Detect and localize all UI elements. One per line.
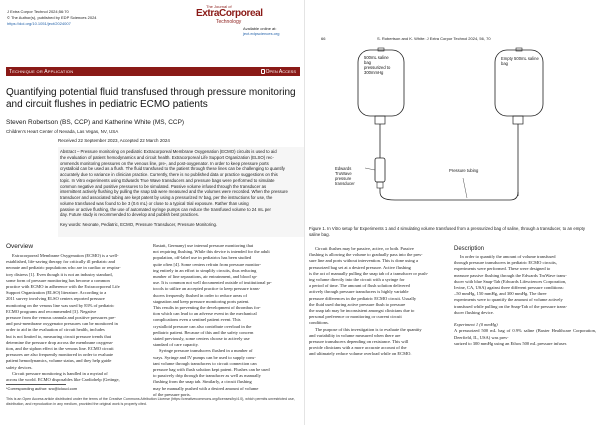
body-column-2 [153, 243, 301, 398]
logo-top-text: The Journal of [206, 4, 232, 9]
open-access-badge: Open Access [261, 69, 296, 75]
pressure-tubing-line [380, 192, 518, 200]
body-line: –50 mmHg, 150 mmHg, and 300 mmHg. The three [454, 291, 547, 297]
abstract-line: intermittent actively flushing by pulling the snap tab were measured and the volumes were recorded. When the pressure [60, 189, 288, 195]
body-line: This results in preventing the development of thrombus for- [153, 305, 261, 311]
body-line: pediatric patient. Because of this and the safety concern [153, 329, 254, 335]
abstract-text [58, 147, 304, 228]
abstract-line: crystalloid can be used as a flush. The fluid transfused to the patient through these lines can be challenging to quantify [60, 166, 285, 172]
body-line: neonate and pediatric populations who are in cardiac or respira- [6, 265, 121, 271]
abstract-line: transducer and associated tubing are kept patent by using a pressurized IV bag, per the instructions for use, the [60, 195, 273, 200]
body-line: actively through pressure transducers is highly variable [309, 289, 409, 295]
body-line: order to aid in the evaluation of circuit health, includes [6, 327, 105, 333]
body-line: Irvine, CA, USA) against three different pressure conditions: [454, 285, 564, 291]
body-line: sure line and ports without intervention. This is done using a [309, 258, 419, 264]
body-line: some form of pressure monitoring has become a common [6, 277, 110, 283]
abstract-line: the evaluation of patient hemodynamics and circuit health. Extracorporeal Life Support Organization (ELSO) rec- [60, 154, 274, 160]
body-line: but is not limited to, measuring circuit pressure trends that [6, 333, 111, 339]
body-line: may be manually pushed with a desired amount of volume [153, 385, 259, 391]
body-line: pressure transducers depending on resistance. This will [309, 339, 409, 345]
body-line: flushing from the snap tab. Similarly, a circuit flushing [153, 379, 252, 385]
abstract-line: accurately due to variance in clinician practice. Currently, there is no published data or practice suggestions on this [60, 172, 278, 177]
license-notice: This is an Open Access article distributed under the terms of the Creative Commons Attribution License (https://creativecommons.org/licenses/by/4.0), which permits unrestricted use, distribution, and reproduction in any medium, provided the original work is properly cited. [6, 397, 295, 406]
body-line: experiments were to quantify the amount of volume actively [454, 297, 563, 303]
abstract-line: common negative and positive pressures to be simulated. Passive volume infused through the transducer as [60, 183, 267, 189]
body-line: monitoring on the venous line was used by 83% of pediatric [6, 302, 115, 308]
abstract-line: passive or active flushing, the use of automated syringe pumps can reduce the transfused volume to 24 mL per [60, 206, 271, 212]
body-line: tocols to utilize an accepted practice to keep pressure trans- [153, 286, 261, 292]
abstract-line: topic. In Vitro experiments using Edwards True Wave transducers and pressure bags were performed to simulate [60, 177, 275, 183]
description-heading: Description [454, 246, 485, 252]
tubing-label: Pressure tubing [449, 168, 479, 173]
body-line: measure passive flushing through the Edwards TruWave trans- [454, 272, 567, 278]
body-line: tion which can lead to an adverse event in the mechanical [153, 311, 257, 317]
body-line: and ultimately reduce volume overload while on ECMO. [309, 351, 412, 357]
body-line: the fluid used during active pressure flush to pressure [309, 301, 406, 307]
body-line: through pressure transducers in pediatric ECMO circuits, [454, 260, 557, 266]
abstract-line: Abstract – Pressure monitoring on pediatric Extracorporeal Membrane Oxygenation (ECMO) circuits is used to aid [60, 149, 277, 154]
body-line: is the act of manually pulling the snap tab of a transducer or push- [309, 270, 429, 276]
body-line: and post-membrane oxygenator pressures can be monitored in [6, 321, 118, 327]
overview-heading: Overview [6, 243, 34, 250]
abstract-box [58, 147, 304, 237]
transducer-label: Edwards TruWave pressure transducer [335, 166, 355, 186]
truwave-transducer [375, 158, 385, 192]
body-line: not requiring flushing. While this device is intended for the adult [153, 249, 270, 255]
body-line: tion, and the siphon effect in the venous line. ECMO circuit [6, 346, 114, 352]
empty-saline-bag [495, 48, 543, 196]
abstract-line: volume transfused was found to be 3 (0.6 mL) or close to a typical trial exposure. Rather than using [60, 200, 249, 206]
setup-figure [315, 46, 599, 222]
open-access-lock-icon [261, 69, 265, 74]
section-band [6, 67, 300, 76]
body-line: The purpose of this investigation is to evaluate the quantity [315, 326, 422, 332]
body-line: stated previously, some centers choose to actively use [153, 336, 250, 342]
body-line: Circuit pressure monitoring is handled in a myriad of [12, 370, 108, 376]
keywords: Key words: Neonate, Pediatric, ECMO, Pressure Transducer, Pressure Monitoring. [60, 222, 218, 227]
bag-left-label: 500mL saline bag pressurized to 300mmHg [364, 55, 391, 75]
body-line: In order to quantify the amount of volume transfused [460, 254, 556, 259]
affiliation: Children's Heart Center of Nevada, Las Vegas, NV, USA [6, 129, 119, 134]
logo-sub-text: Technology [216, 19, 242, 25]
body-line: 2011 survey involving ELSO centers reported pressure [6, 296, 105, 302]
copyright-line: © The Author(s), published by EDP Sciences 2024 [7, 15, 97, 20]
body-line: patient hemodynamics, volume status, and they help guide [6, 358, 112, 364]
doi-link[interactable]: https://doi.org/10.1051/ject/2024007 [7, 21, 71, 26]
body-line: determine the pressure drop across the membrane oxygena- [6, 339, 114, 345]
availability-label: Available online at: [243, 26, 277, 31]
body-line: and variability in volume measured when there are [309, 332, 401, 338]
body-line: established, life-saving therapy for critically ill pediatric and [6, 259, 115, 265]
body-line: ducers frequently flushed in order to reduce areas of [153, 292, 247, 298]
tubing-leader-line [463, 178, 467, 198]
right-body-column-1 [309, 246, 449, 358]
abstract-line: day. Future study is recommended to develop and publish best practices. [60, 212, 199, 218]
body-line: population, off-label use in pediatrics has been studied [153, 255, 252, 261]
body-line: flushing is allowing the volume to gradually pass into the pres- [309, 252, 423, 258]
body-line: provide clinicians with a more accurate account of the [309, 345, 407, 351]
body-line: ing volume directly into the circuit with a syringe for [309, 277, 405, 283]
body-line: ECMO programs and recommended [3]. Negative [6, 308, 97, 314]
body-line: conditions. [309, 320, 329, 326]
body-line: complications even a sentinel patient event. This [153, 317, 241, 323]
body-line: stagnation and keep pressure monitoring ports patent. [153, 298, 250, 304]
body-line: number of line separations, air entrainment, and blood sp- [153, 274, 258, 280]
body-line: ways. Syringe and IV pumps can be used to supply cons- [153, 354, 256, 360]
experiment-1-heading: Experiment 1 (0 mmHg) [454, 322, 498, 328]
bag-right-label: Empty 500mL saline bag [501, 56, 539, 66]
body-line: standard of care capacity. [153, 342, 199, 348]
body-line: pressures are also frequently monitored in order to evaluate [6, 352, 113, 358]
body-line: safety devices. [6, 364, 33, 370]
body-line: Extracorporeal Membrane Oxygenation (ECMO) is a well- [12, 253, 119, 258]
page-number: 66 [321, 36, 326, 41]
body-line: tant volume through transducers to circuit connection can [153, 360, 257, 366]
author-line: Steven Robertson (BS, CCP) and Katherine White (MS, CCP) [6, 119, 185, 126]
body-line: of the pressure ports. [153, 391, 191, 397]
right-page [305, 0, 600, 425]
body-line: pressure from the venous cannula and positive pressures pre- [6, 315, 116, 321]
section-label: Technique or Application [9, 68, 74, 75]
logo-main-text: ExtraCorporeal [196, 8, 263, 19]
journal-citation: J Extra Corpor Technol 2024;56:70 [7, 9, 69, 14]
body-line: crystalloid pressure can also contribute overload in the [153, 323, 252, 329]
body-line: a period of time. The amount of flush solution delivered [309, 283, 410, 289]
body-line: Rastatt, Germany) use internal pressure monitoring that [153, 243, 254, 248]
body-line: tory distress [1]. Even though it is not an industry standard, [6, 271, 113, 277]
body-line: Circuit flushes may be passive, active, or both. Passive [315, 246, 414, 251]
body-line: Syringe pressure transducers flushed in a number of [159, 348, 253, 354]
body-line: pressure differences in the pediatric ECMO circuit. Usually [309, 295, 417, 301]
body-line: ing entirely in an effort to simplify circuits, thus reducing [153, 267, 257, 273]
corresponding-author: *Corresponding author: sro@icloud.com [6, 386, 78, 391]
figure-caption: Figure 1. In Vitro setup for Experiments 1 and 4 simulating volume transfused from a pressurized bag of saline, through a transducer, to an empty saline bag. [309, 226, 586, 237]
body-column-1 [6, 253, 149, 383]
body-line: quite often [4]. Some centers refrain from pressure monitor- [153, 261, 261, 267]
body-line: pressurized bag set at a desired pressure. Active flushing [309, 264, 411, 270]
body-line: ducer with blue Snap-Tab (Edwards Lifesciences Corporation, [454, 278, 567, 284]
article-title: Quantifying potential fluid transfused through pressure monitoring and circuit flushes in pediatric ECMO patients [6, 87, 296, 110]
body-line: pressure bag with flush solution kept patent. Flushes can be used [153, 367, 270, 373]
body-line: use. It is common not well documented outside of institutional pr- [153, 280, 272, 286]
body-line: experiments were performed. These were designed to [454, 266, 551, 272]
footnote-rule [6, 384, 66, 385]
received-accepted-dates: Received 22 September 2023, Accepted 22 March 2024 [58, 138, 170, 143]
body-line: personal preference or monitoring or current circuit [309, 314, 402, 320]
body-line: practice with ECMO in adherence with the Extracorporeal Life [6, 284, 120, 290]
running-head: S. Robertson and K. White: J Extra Corpor Technol 2024, 56, 70 [377, 36, 491, 41]
body-line: ducer flushing device. [454, 309, 494, 315]
abstract-line: ommends monitoring pressures on the venous line, pre-, and post-oxygenator. In order to keep pressure ports [60, 160, 269, 166]
availability-link[interactable]: ject.edpsciences.org [243, 31, 280, 36]
right-body-column-2 [454, 254, 596, 347]
body-line: to passively drip through the transducer as well as manually [153, 373, 261, 379]
body-line: Support Organization (ELSO) literature. According to a [6, 290, 107, 296]
body-line: across the world. ECMO disposables like Cardiohelp (Getinge, [6, 377, 120, 383]
body-line: transfused while pulling on the Snap-Tab of the pressure trans- [454, 303, 568, 309]
body-line: A pressurized 500 mL bag of 0.9% saline (Baxter Healthcare Corporation, Deerfield, IL, USA) was pres- [454, 328, 596, 340]
body-line: surized to 300 mmHg using an Ethox 500 mL pressure infuser. [454, 340, 567, 346]
body-line: the snap tab may be inconsistent amongst clinicians due to [309, 308, 415, 314]
